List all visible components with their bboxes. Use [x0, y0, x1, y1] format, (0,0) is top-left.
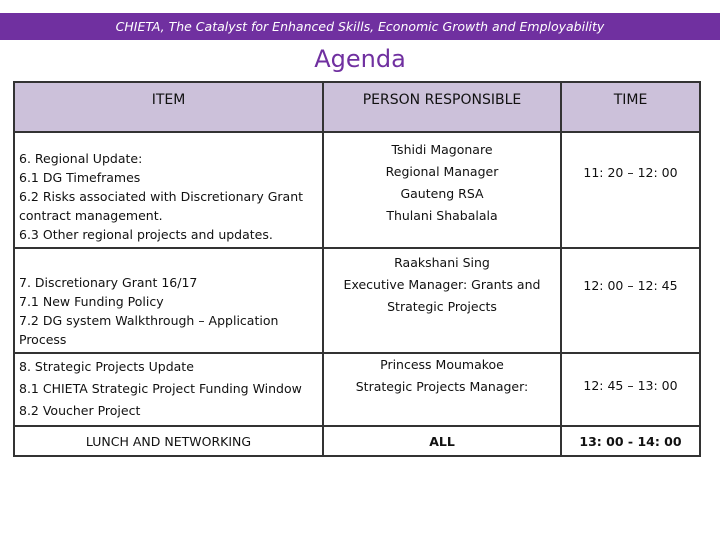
header-time: TIME — [561, 82, 700, 132]
person-cell — [323, 248, 561, 353]
person-name: Princess Moumakoe — [380, 357, 504, 372]
item-line: 7.2 DG system Walkthrough – Application Process — [19, 313, 279, 347]
page-title: Agenda — [314, 45, 406, 73]
item-line: 6. Regional Update: — [19, 151, 143, 166]
person-name: Raakshani Sing — [394, 255, 490, 270]
header-banner — [0, 13, 720, 40]
table-header-row — [14, 82, 700, 132]
item-line: 6.3 Other regional projects and updates. — [19, 227, 273, 242]
item-line: 8.1 CHIETA Strategic Project Funding Window — [19, 381, 302, 396]
item-line: 6.1 DG Timeframes — [19, 170, 141, 185]
item-line: 8. Strategic Projects Update — [19, 359, 194, 374]
table-row — [14, 353, 700, 426]
person-cell — [323, 353, 561, 426]
item-line: LUNCH AND NETWORKING — [85, 433, 252, 449]
time-cell: 12: 45 – 13: 00 — [561, 353, 700, 426]
header-item: ITEM — [14, 82, 323, 132]
person-name: ALL — [429, 433, 455, 449]
item-line: 8.2 Voucher Project — [19, 403, 141, 418]
person-cell — [323, 426, 561, 456]
person-role: Strategic Projects Manager: — [355, 379, 529, 394]
person-role: Executive Manager: Grants and Strategic Projects — [343, 277, 541, 314]
item-cell — [14, 248, 323, 353]
table-row — [14, 426, 700, 456]
item-cell — [14, 353, 323, 426]
time-cell: 11: 20 – 12: 00 — [561, 132, 700, 248]
person-role: Regional Manager — [385, 164, 499, 179]
item-cell — [14, 132, 323, 248]
person-cell — [323, 132, 561, 248]
time-cell: 13: 00 - 14: 00 — [561, 426, 700, 456]
item-cell — [14, 426, 323, 456]
item-line: 7. Discretionary Grant 16/17 — [19, 275, 198, 290]
agenda-table — [13, 81, 701, 457]
person-name: Tshidi Magonare — [391, 142, 493, 157]
person-name: Thulani Shabalala — [386, 208, 498, 223]
table-row — [14, 248, 700, 353]
banner-text: CHIETA, The Catalyst for Enhanced Skills, Economic Growth and Employability — [115, 19, 605, 34]
time-cell: 12: 00 – 12: 45 — [561, 248, 700, 353]
table-row — [14, 132, 700, 248]
person-role: Gauteng RSA — [400, 186, 484, 201]
header-person-responsible: PERSON RESPONSIBLE — [323, 82, 561, 132]
item-line: 6.2 Risks associated with Discretionary Grant contract management. — [19, 189, 304, 223]
item-line: 7.1 New Funding Policy — [19, 294, 164, 309]
